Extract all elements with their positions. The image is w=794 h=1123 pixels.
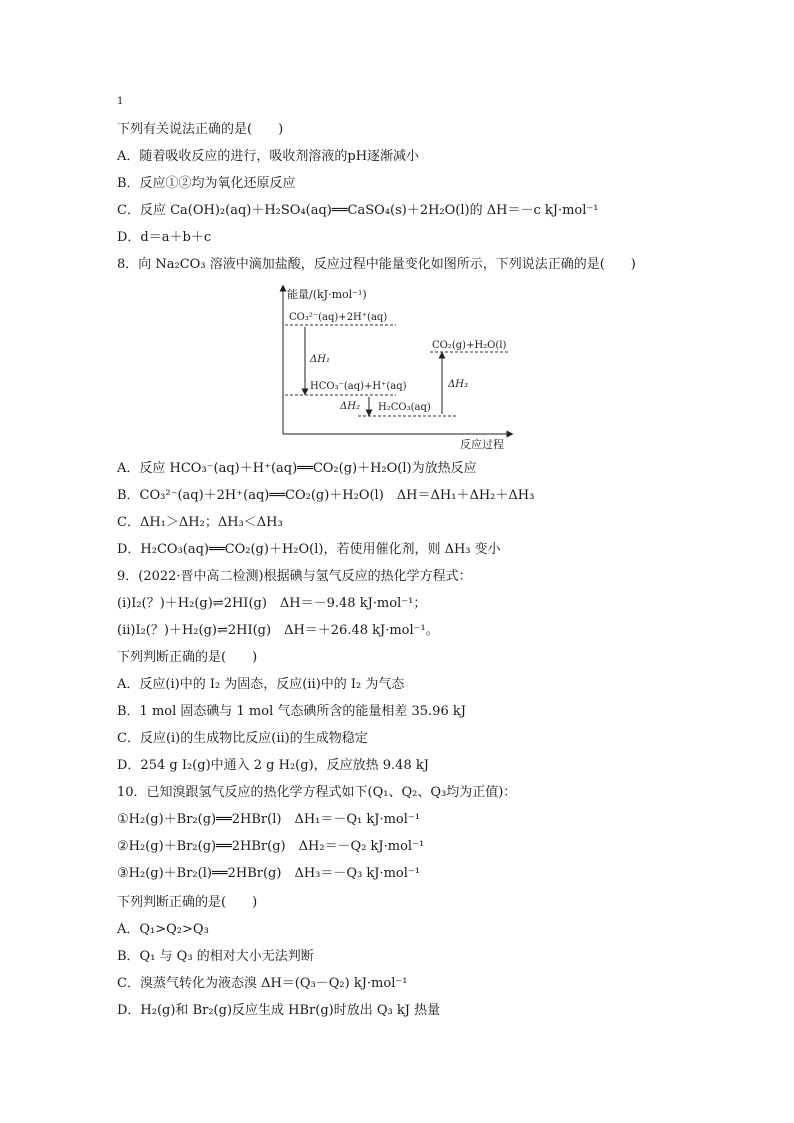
q10-equation-2: ②H₂(g)＋Br₂(g)══2HBr(g) ΔH₂＝－Q₂ kJ·mol⁻¹	[117, 839, 425, 854]
q10-option-c: C．溴蒸气转化为液态溴 ΔH＝(Q₃－Q₂) kJ·mol⁻¹	[117, 976, 408, 991]
q9-option-d: D．254 g I₂(g)中通入 2 g H₂(g)，反应放热 9.48 kJ	[117, 758, 429, 773]
q9-option-b: B．1 mol 固态碘与 1 mol 气态碘所含的能量相差 35.96 kJ	[117, 704, 466, 719]
q10-option-a: A．Q₁>Q₂>Q₃	[117, 922, 209, 937]
q10-equation-1: ①H₂(g)＋Br₂(g)══2HBr(l) ΔH₁＝－Q₁ kJ·mol⁻¹	[117, 812, 420, 827]
q7-option-d: D．d＝a＋b＋c	[117, 230, 212, 245]
x-axis-label: 反应过程	[460, 438, 504, 451]
page-number: 1	[117, 96, 124, 107]
q7-stem: 下列有关说法正确的是( )	[117, 122, 284, 137]
q8-option-d: D．H₂CO₃(aq)══CO₂(g)＋H₂O(l)，若使用催化剂，则 ΔH₃ 变小	[117, 542, 501, 557]
q7-option-c: C．反应 Ca(OH)₂(aq)＋H₂SO₄(aq)══CaSO₄(s)＋2H₂O(l)的 ΔH＝－c kJ·mol⁻¹	[117, 203, 599, 218]
q9-question: 下列判断正确的是( )	[117, 650, 258, 665]
q9-stem: 9．(2022·晋中高二检测)根据碘与氢气反应的热化学方程式：	[117, 569, 472, 584]
q8-option-a: A．反应 HCO₃⁻(aq)＋H⁺(aq)══CO₂(g)＋H₂O(l)为放热反应	[117, 461, 477, 476]
q9-equation-2: (ⅱ)I₂(？)＋H₂(g)⇌2HI(g) ΔH＝＋26.48 kJ·mol⁻¹。	[117, 623, 439, 638]
q7-option-a: A．随着吸收反应的进行，吸收剂溶液的pH逐渐减小	[117, 149, 420, 164]
dh3-label: ΔH₃	[448, 379, 468, 390]
level-co3-label: CO₃²⁻(aq)+2H⁺(aq)	[289, 312, 388, 323]
dh1-label: ΔH₁	[310, 354, 330, 365]
q10-question: 下列判断正确的是( )	[117, 895, 258, 910]
q8-option-c: C．ΔH₁＞ΔH₂；ΔH₃＜ΔH₃	[117, 515, 283, 530]
q8-option-b: B．CO₃²⁻(aq)＋2H⁺(aq)══CO₂(g)＋H₂O(l) ΔH＝ΔH₁＋ΔH₂＋ΔH₃	[117, 488, 535, 503]
q10-option-b: B．Q₁ 与 Q₃ 的相对大小无法判断	[117, 949, 314, 964]
level-h2co3-label: H₂CO₃(aq)	[378, 402, 431, 413]
q10-equation-3: ③H₂(g)＋Br₂(l)══2HBr(g) ΔH₃＝－Q₃ kJ·mol⁻¹	[117, 866, 420, 881]
q9-equation-1: (ⅰ)I₂(？)＋H₂(g)⇌2HI(g) ΔH＝－9.48 kJ·mol⁻¹；	[117, 596, 427, 611]
energy-level-diagram	[270, 282, 520, 454]
q7-option-b: B．反应①②均为氧化还原反应	[117, 176, 296, 191]
q10-option-d: D．H₂(g)和 Br₂(g)反应生成 HBr(g)时放出 Q₃ kJ 热量	[117, 1003, 441, 1018]
q9-option-a: A．反应(ⅰ)中的 I₂ 为固态，反应(ⅱ)中的 I₂ 为气态	[117, 677, 405, 692]
q10-stem: 10．已知溴跟氢气反应的热化学方程式如下(Q₁、Q₂、Q₃均为正值)：	[117, 785, 517, 800]
dh2-label: ΔH₂	[340, 401, 360, 412]
y-axis-label: 能量/(kJ·mol⁻¹)	[287, 288, 367, 301]
level-co2-label: CO₂(g)+H₂O(l)	[432, 340, 507, 351]
level-hco3-label: HCO₃⁻(aq)+H⁺(aq)	[310, 381, 407, 392]
q8-stem: 8．向 Na₂CO₃ 溶液中滴加盐酸，反应过程中能量变化如图所示，下列说法正确的是( )	[117, 257, 636, 272]
q9-option-c: C．反应(ⅰ)的生成物比反应(ⅱ)的生成物稳定	[117, 731, 368, 746]
